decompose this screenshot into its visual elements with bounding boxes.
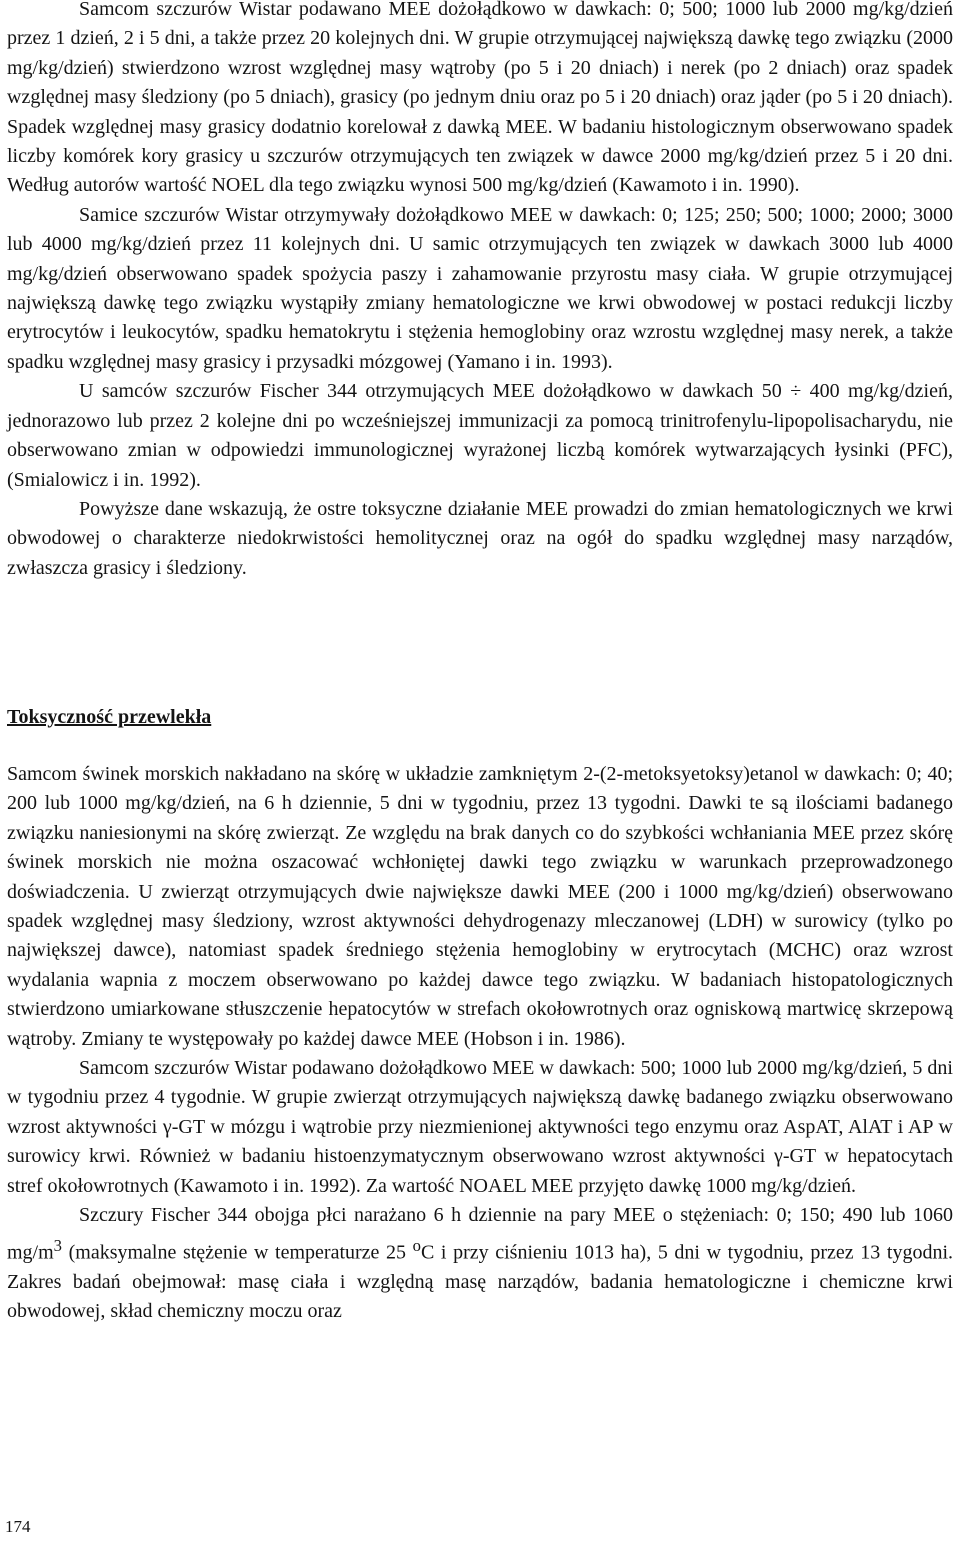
cubic-superscript: 3 (53, 1235, 62, 1255)
degree-superscript: o (412, 1235, 421, 1255)
paragraph-wistar-oral: Samcom szczurów Wistar podawano dożołądkowo MEE w dawkach: 500; 1000 lub 2000 mg/kg/dzień, 5 dni w tygodniu przez 4 tygodnie. W grupie zwierząt otrzymujących największą dawkę badanego związku obserwowano wzrost aktywności γ-GT w mózgu i wątrobie przy niezmienionej aktywności tego enzymu oraz AspAT, AlAT i AP w surowicy krwi. Również w badaniu histoenzymatycznym obserwowano wzrost aktywności γ-GT w hepatocytach stref okołowrotnych (Kawamoto i in. 1992). Za wartość NOAEL MEE przyjęto dawkę 1000 mg/kg/dzień. (7, 1057, 953, 1197)
chronic-toxicity-text (7, 760, 953, 1326)
inhalation-text-part-1: Szczury Fischer 344 obojga płci narażano 6 h dziennie na pary MEE o stężeniach: 0; 150; 490 lub 1060 mg/m (7, 1204, 953, 1264)
acute-toxicity-text (7, 0, 953, 583)
paragraph-wistar-males: Samcom szczurów Wistar podawano MEE dożołądkowo w dawkach: 0; 500; 1000 lub 2000 mg/kg/dzień przez 1 dzień, 2 i 5 dni, a także przez 20 kolejnych dni. W grupie otrzymującej największą dawkę tego związku (2000 mg/kg/dzień) stwierdzono wzrost względnej masy wątroby (po 5 i 20 dniach) i nerek (po 2 dniach) oraz spadek względnej masy śledziony (po 5 dniach), grasicy (po jednym dniu oraz po 5 i 20 dniach) oraz jąder (po 5 i 20 dniach). Spadek względnej masy grasicy dodatnio korelował z dawką MEE. W badaniu histologicznym obserwowano spadek liczby komórek kory grasicy u szczurów otrzymujących ten związek w dawce 2000 mg/kg/dzień przez 5 i 20 dni. Według autorów wartość NOEL dla tego związku wynosi 500 mg/kg/dzień (Kawamoto i in. 1990). (7, 0, 953, 197)
section-heading: Toksyczność przewlekła (7, 706, 212, 728)
paragraph-guinea-pigs: Samcom świnek morskich nakładano na skórę w układzie zamkniętym 2-(2-metoksyetoksy)etanol w dawkach: 0; 40; 200 lub 1000 mg/kg/dzień, na 6 h dziennie, 5 dni w tygodniu, przez 13 tygodni. Dawki te są ilościami badanego związku naniesionymi na skórę zwierząt. Ze względu na brak danych co do szybkości wchłaniania MEE przez skórę świnek morskich nie można oszacować wchłoniętej dawki tego związku w warunkach przeprowadzonego doświadczenia. U zwierząt otrzymujących dwie największe dawki MEE (200 i 1000 mg/kg/dzień) obserwowano spadek względnej masy śledziony, wzrost aktywności dehydrogenazy mleczanowej (LDH) w surowicy (tylko po największej dawce), natomiast spadek średniego stężenia hemoglobiny w erytrocytach (MCHC) oraz wzrost wydalania wapnia z moczem obserwowano po każdej dawce tego związku. W badaniach histopatologicznych stwierdzono umiarkowane stłuszczenie hepatocytów w strefach okołowrotnych oraz ogniskową martwicę skrzepową wątroby. Zmiany te występowały po każdej dawce MEE (Hobson i in. 1986). (7, 763, 953, 1050)
paragraph-fischer-inhalation (7, 1201, 953, 1326)
page-number: 174 (5, 1517, 31, 1536)
paragraph-wistar-females: Samice szczurów Wistar otrzymywały dożołądkowo MEE w dawkach: 0; 125; 250; 500; 1000; 2000; 3000 lub 4000 mg/kg/dzień przez 11 kolejnych dni. U samic otrzymujących ten związek w dawkach 3000 lub 4000 mg/kg/dzień obserwowano spadek spożycia paszy i zahamowanie przyrostu masy ciała. W grupie otrzymującej największą dawkę tego związku wystąpiły zmiany hematologiczne we krwi obwodowej w postaci redukcji liczby erytrocytów i leukocytów, spadku hematokrytu i stężenia hemoglobiny oraz wzrostu względnej masy nerek, a także spadku względnej masy grasicy i przysadki mózgowej (Yamano i in. 1993). (7, 203, 953, 373)
inhalation-text-part-3: C i przy ciśnieniu 1013 ha), 5 dni w tygodniu, przez 13 tygodni. Zakres badań obejmował: masę ciała i względną masę narządów, badania hematologiczne i chemiczne krwi obwodowej, skład chemiczny moczu oraz (7, 1241, 953, 1322)
inhalation-text-part-2: (maksymalne stężenie w temperaturze 25 (62, 1241, 413, 1264)
paragraph-acute-summary: Powyższe dane wskazują, że ostre toksyczne działanie MEE prowadzi do zmian hematologicznych we krwi obwodowej o charakterze niedokrwistości hemolitycznej oraz na ogół do spadku względnej masy narządów, zwłaszcza grasicy i śledziony. (7, 497, 953, 579)
paragraph-fischer-immunology: U samców szczurów Fischer 344 otrzymujących MEE dożołądkowo w dawkach 50 ÷ 400 mg/kg/dzień, jednorazowo lub przez 2 kolejne dni po wcześniejszej immunizacji za pomocą trinitrofenylu-lipopolisacharydu, nie obserwowano zmian w odpowiedzi immunologicznej wyrażonej liczbą komórek wytwarzających łysinki (PFC), (Smialowicz i in. 1992). (7, 380, 953, 491)
